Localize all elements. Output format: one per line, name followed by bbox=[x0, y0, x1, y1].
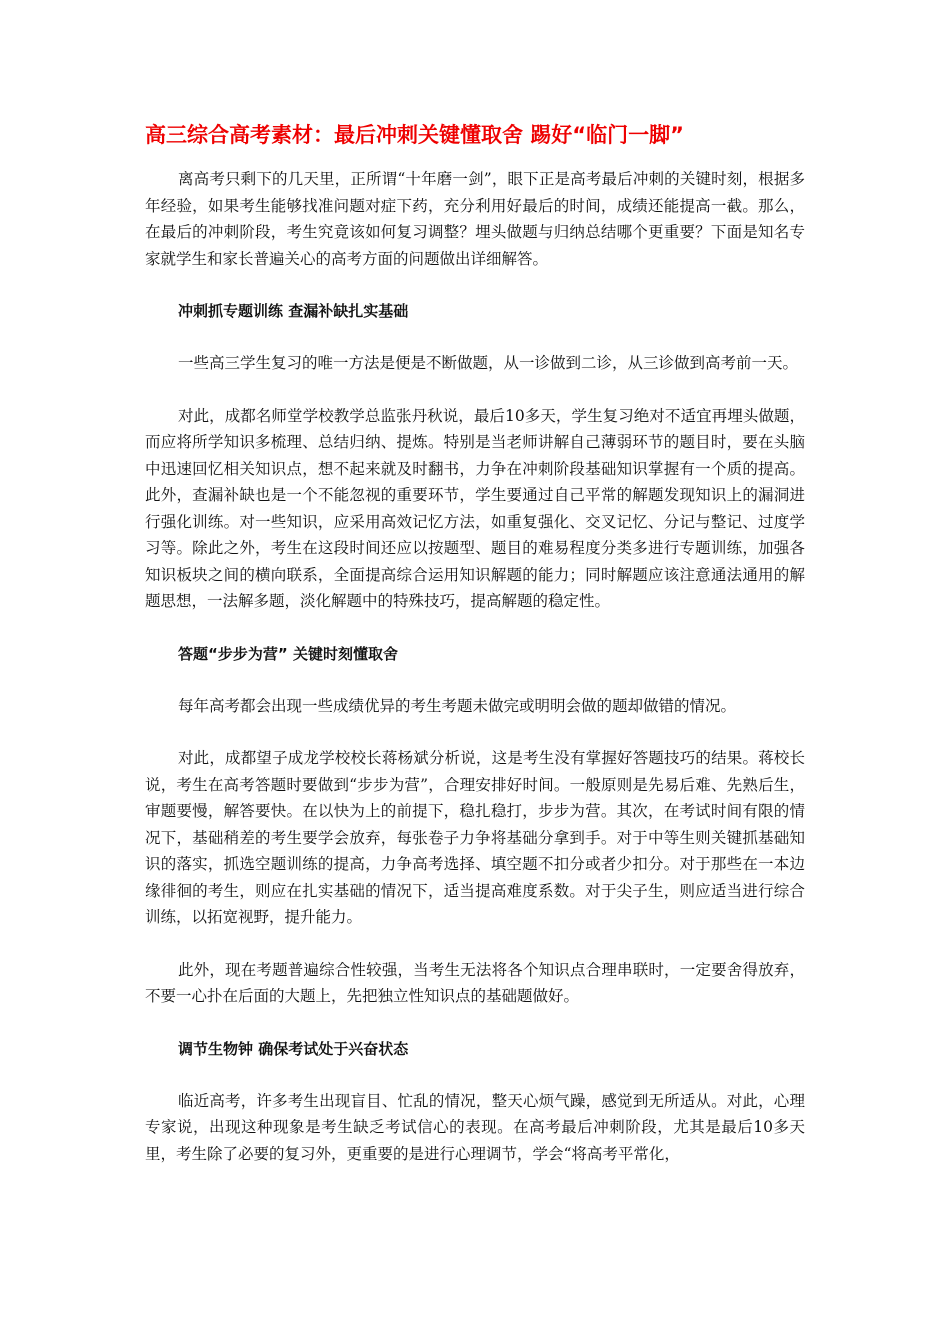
section-heading-3: 调节生物钟 确保考试处于兴奋状态 bbox=[178, 1039, 409, 1058]
section-heading-1: 冲刺抓专题训练 查漏补缺扎实基础 bbox=[178, 302, 409, 320]
paragraph: 此外，现在考题普遍综合性较强，当考生无法将各个知识点合理串联时，一定要舍得放弃，不要一心扑在后面的大题上，先把独立性知识点的基础题做好。 bbox=[145, 960, 805, 1005]
paragraph: 每年高考都会出现一些成绩优异的考生考题未做完或明明会做的题却做错的情况。 bbox=[178, 696, 737, 715]
paragraph: 临近高考，许多考生出现盲目、忙乱的情况，整天心烦气躁，感觉到无所适从。对此，心理专家说，出现这种现象是考生缺乏考试信心的表现。在高考最后冲刺阶段，尤其是最后10多天里，考生除了必要的复习外，更重要的是进行心理调节，学会“将高考平常化， bbox=[145, 1091, 805, 1163]
paragraph: 一些高三学生复习的唯一方法是便是不断做题，从一诊做到二诊，从三诊做到高考前一天。 bbox=[178, 354, 799, 372]
paragraph: 对此，成都望子成龙学校校长蒋杨斌分析说，这是考生没有掌握好答题技巧的结果。蒋校长说，考生在高考答题时要做到“步步为营”，合理安排好时间。一般原则是先易后难、先熟后生，审题要慢，解答要快。在以快为上的前提下，稳扎稳打，步步为营。其次，在考试时间有限的情况下，基础稍差的考生要学会放弃，每张卷子力争将基础分拿到手。对于中等生则关键抓基础知识的落实，抓选空题训练的提高，力争高考选择、填空题不扣分或者少扣分。对于那些在一本边缘徘徊的考生，则应在扎实基础的情况下，适当提高难度系数。对于尖子生，则应适当进行综合训练，以拓宽视野，提升能力。 bbox=[145, 749, 805, 926]
intro-paragraph: 离高考只剩下的几天里，正所谓“十年磨一剑”，眼下正是高考最后冲刺的关键时刻，根据多年经验，如果考生能够找准问题对症下药，充分利用好最后的时间，成绩还能提高一截。那么，在最后的冲刺阶段，考生究竟该如何复习调整？埋头做题与归纳总结哪个更重要？下面是知名专家就学生和家长普遍关心的高考方面的问题做出详细解答。 bbox=[145, 170, 805, 268]
document-title: 高三综合高考素材：最后冲刺关键懂取舍 踢好“临门一脚” bbox=[145, 123, 684, 147]
paragraph: 对此，成都名师堂学校教学总监张丹秋说，最后10多天，学生复习绝对不适宜再埋头做题，而应将所学知识多梳理、总结归纳、提炼。特别是当老师讲解自己薄弱环节的题目时，要在头脑中迅速回忆相关知识点，想不起来就及时翻书，力争在冲刺阶段基础知识掌握有一个质的提高。此外，查漏补缺也是一个不能忽视的重要环节，学生要通过自己平常的解题发现知识上的漏洞进行强化训练。对一些知识，应采用高效记忆方法，如重复强化、交叉记忆、分记与整记、过度学习等。除此之外，考生在这段时间还应以按题型、题目的难易程度分类多进行专题训练，加强各知识板块之间的横向联系，全面提高综合运用知识解题的能力；同时解题应该注意通法通用的解题思想，一法解多题，淡化解题中的特殊技巧，提高解题的稳定性。 bbox=[145, 406, 805, 610]
document-page bbox=[145, 118, 805, 1193]
section-heading-2: 答题“步步为营” 关键时刻懂取舍 bbox=[178, 644, 398, 663]
